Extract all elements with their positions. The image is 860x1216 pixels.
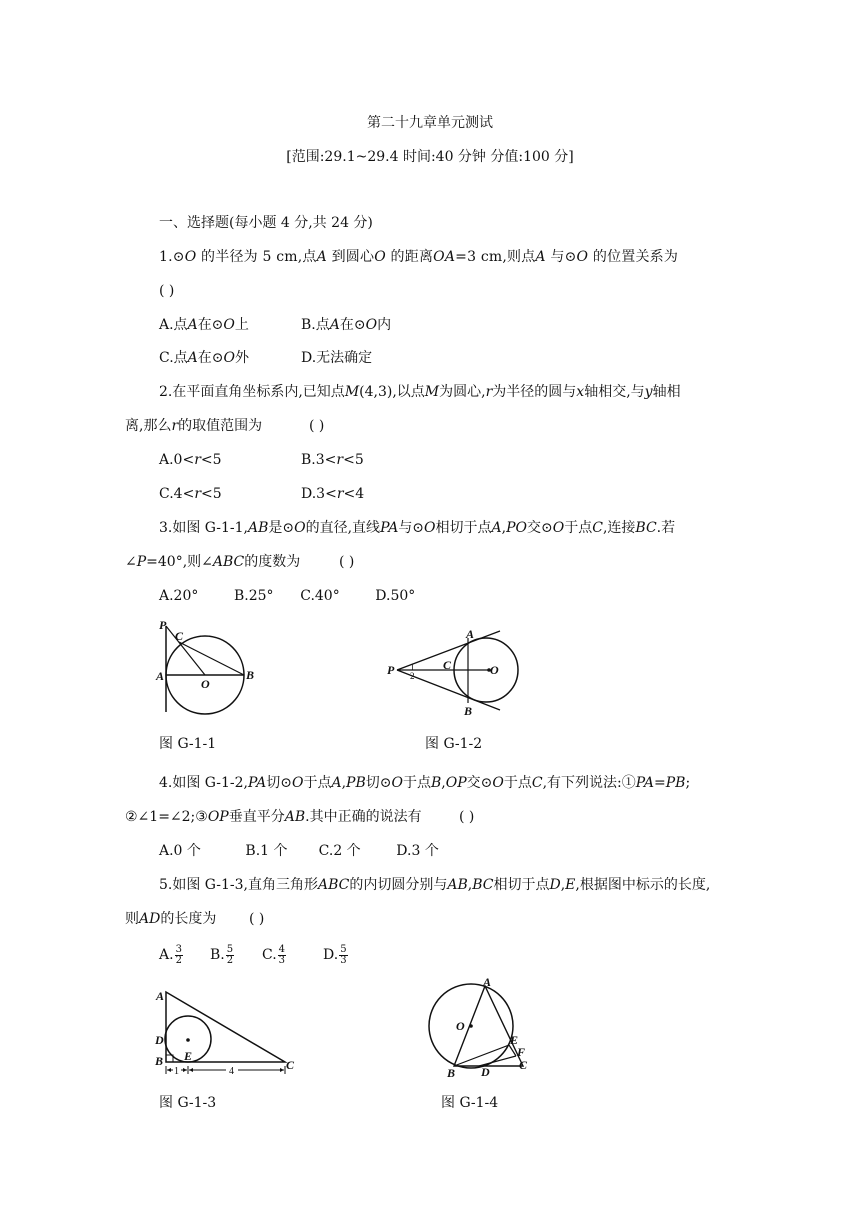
section-heading: 一、选择题(每小题 4 分,共 24 分) [159, 215, 373, 231]
question-1-option-a: A.点A在⊙O上 [159, 317, 249, 333]
center-dot [469, 1024, 473, 1028]
question-1-option-c: C.点A在⊙O外 [159, 350, 250, 366]
label-length-1: 1 [174, 1066, 179, 1077]
question-4-line-2: ②∠1=∠2;③OP垂直平分AB.其中正确的说法有 [125, 809, 422, 825]
figure-g-1-4 [420, 974, 540, 1080]
figure-g-1-1 [150, 616, 260, 716]
label-a: A [483, 975, 492, 989]
question-5-line-2: 则AD的长度为 [125, 911, 217, 927]
question-2-option-c: C.4<r<5 [159, 486, 222, 502]
line-po [166, 626, 205, 675]
question-5-option-a: A. $\frac{3}{2}$ [159, 943, 182, 966]
figure-g-1-3 [150, 986, 300, 1078]
line-bc [179, 642, 244, 675]
question-1-paren: ( ) [159, 283, 175, 299]
label-b: B [447, 1066, 456, 1080]
question-4-paren: ( ) [459, 809, 475, 825]
question-4-options: A.0 个 B.1 个 C.2 个 D.3 个 [159, 843, 439, 859]
label-c: C [286, 1058, 295, 1072]
label-b: B [246, 668, 255, 682]
question-5-option-b: B. $\frac{5}{2}$ [210, 943, 234, 966]
label-o: O [490, 663, 499, 677]
question-3-paren: ( ) [339, 554, 355, 570]
label-c: C [175, 629, 184, 643]
caption-g-1-4: 图 G-1-4 [441, 1095, 499, 1111]
label-d: D [481, 1065, 490, 1079]
incircle-center [186, 1038, 190, 1042]
label-a: A [156, 989, 165, 1003]
question-2-line-1: 2.在平面直角坐标系内,已知点M(4,3),以点M为圆心,r为半径的圆与x轴相交,与y轴相 [159, 384, 681, 400]
page-subtitle: [范围:29.1~29.4 时间:40 分钟 分值:100 分] [286, 149, 574, 165]
label-p: P [387, 663, 395, 677]
label-d: D [155, 1033, 164, 1047]
question-2-option-b: B.3<r<5 [301, 452, 364, 468]
label-o: O [201, 677, 210, 691]
question-1-option-d: D.无法确定 [301, 350, 373, 366]
question-3-line-1: 3.如图 G-1-1,AB是⊙O的直径,直线PA与⊙O相切于点A,PO交⊙O于点C,连接BC.若 [159, 520, 676, 536]
label-f: F [517, 1045, 526, 1059]
question-2-option-a: A.0<r<5 [159, 452, 222, 468]
label-e: E [510, 1033, 519, 1047]
page-title: 第二十九章单元测试 [367, 115, 493, 131]
question-5-option-c: C. $\frac{4}{3}$ [262, 943, 286, 966]
question-5-paren: ( ) [249, 911, 265, 927]
question-3-options: A.20° B.25° C.40° D.50° [159, 588, 416, 604]
question-2-line-2: 离,那么r的取值范围为 [125, 418, 263, 434]
label-angle-2: 2 [410, 671, 415, 681]
question-1-line-1: 1.⊙O 的半径为 5 cm,点A 到圆心O 的距离OA=3 cm,则点A 与⊙O 的位置关系为 [159, 249, 679, 265]
question-5-line-1: 5.如图 G-1-3,直角三角形ABC的内切圆分别与AB,BC相切于点D,E,根据图中标示的长度, [159, 877, 711, 893]
question-2-paren: ( ) [309, 418, 325, 434]
question-3-line-2: ∠P=40°,则∠ABC的度数为 [125, 554, 301, 570]
question-4-line-1: 4.如图 G-1-2,PA切⊙O于点A,PB切⊙O于点B,OP交⊙O于点C,有下列说法:①PA=PB; [159, 775, 691, 791]
caption-g-1-1: 图 G-1-1 [159, 736, 217, 752]
label-length-4: 4 [229, 1066, 234, 1077]
question-1-option-b: B.点A在⊙O内 [301, 317, 392, 333]
caption-g-1-2: 图 G-1-2 [425, 736, 483, 752]
label-c: C [519, 1058, 528, 1072]
label-b: B [464, 704, 473, 718]
caption-g-1-3: 图 G-1-3 [159, 1095, 217, 1111]
label-p: P [159, 618, 167, 632]
question-5-option-d: D. $\frac{5}{3}$ [323, 943, 347, 966]
label-o: O [456, 1019, 465, 1033]
label-a: A [156, 669, 165, 683]
label-a: A [466, 627, 475, 641]
label-angle-1: 1 [410, 662, 415, 672]
label-c: C [443, 658, 452, 672]
figure-g-1-2 [385, 626, 525, 718]
label-b: B [155, 1054, 164, 1068]
question-2-option-d: D.3<r<4 [301, 486, 365, 502]
label-e: E [184, 1049, 193, 1063]
